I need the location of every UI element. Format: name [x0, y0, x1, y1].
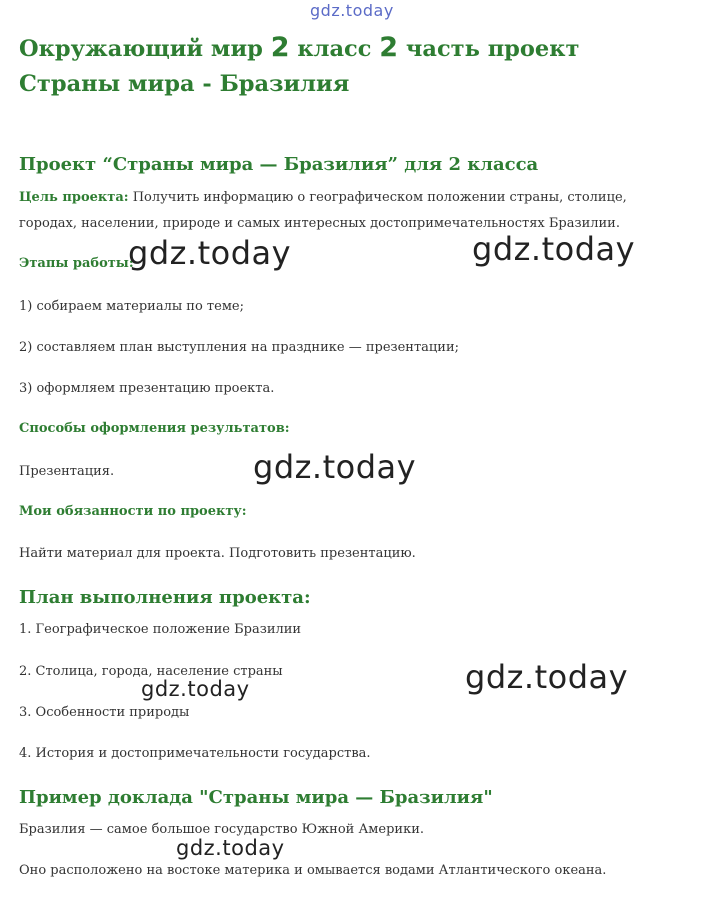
watermark-2: gdz.today: [472, 230, 636, 268]
stage-item-1: 1) собираем материалы по теме;: [19, 299, 244, 314]
watermark-4: gdz.today: [141, 677, 250, 701]
watermark-5: gdz.today: [465, 658, 629, 696]
stage-item-2: 2) составляем план выступления на празднике — презентации;: [19, 340, 459, 355]
stages-label: Этапы работы:: [19, 256, 134, 271]
plan-item-1: 1. Географическое положение Бразилии: [19, 622, 302, 637]
plan-item-4: 4. История и достопримечательности государства.: [19, 746, 371, 761]
page-title: [19, 30, 679, 102]
duties-text: Найти материал для проекта. Подготовить презентацию.: [19, 546, 416, 561]
stage-item-3: 3) оформляем презентацию проекта.: [19, 381, 275, 396]
goal-text: Получить информацию о географическом положении страны, столице, городах, населении, природе и самых интересных достопримечательностях Бразилии.: [19, 190, 627, 231]
goal-label: Цель проекта:: [19, 190, 129, 205]
title-part-3: часть проект Страны мира - Бразилия: [19, 36, 580, 97]
duties-label: Мои обязанности по проекту:: [19, 504, 247, 519]
plan-item-2: 2. Столица, города, население страны: [19, 664, 283, 679]
watermark-6: gdz.today: [176, 836, 285, 860]
plan-heading: План выполнения проекта:: [19, 587, 311, 608]
report-paragraph-1: Бразилия — самое большое государство Южной Америки.: [19, 822, 425, 837]
title-grade-number: 2: [270, 32, 290, 63]
watermark-top: gdz.today: [310, 1, 394, 20]
watermark-1: gdz.today: [128, 234, 292, 272]
watermark-3: gdz.today: [253, 448, 417, 486]
formats-label: Способы оформления результатов:: [19, 421, 290, 436]
report-heading: Пример доклада "Страны мира — Бразилия": [19, 787, 493, 808]
title-part-number: 2: [379, 32, 399, 63]
title-part-2: класс: [289, 36, 380, 62]
plan-item-3: 3. Особенности природы: [19, 705, 190, 720]
title-part-1: Окружающий мир: [19, 36, 271, 62]
project-heading: Проект “Страны мира — Бразилия” для 2 класса: [19, 154, 539, 175]
report-paragraph-2: Оно расположено на востоке материка и омывается водами Атлантического океана.: [19, 863, 607, 878]
formats-text: Презентация.: [19, 464, 115, 479]
